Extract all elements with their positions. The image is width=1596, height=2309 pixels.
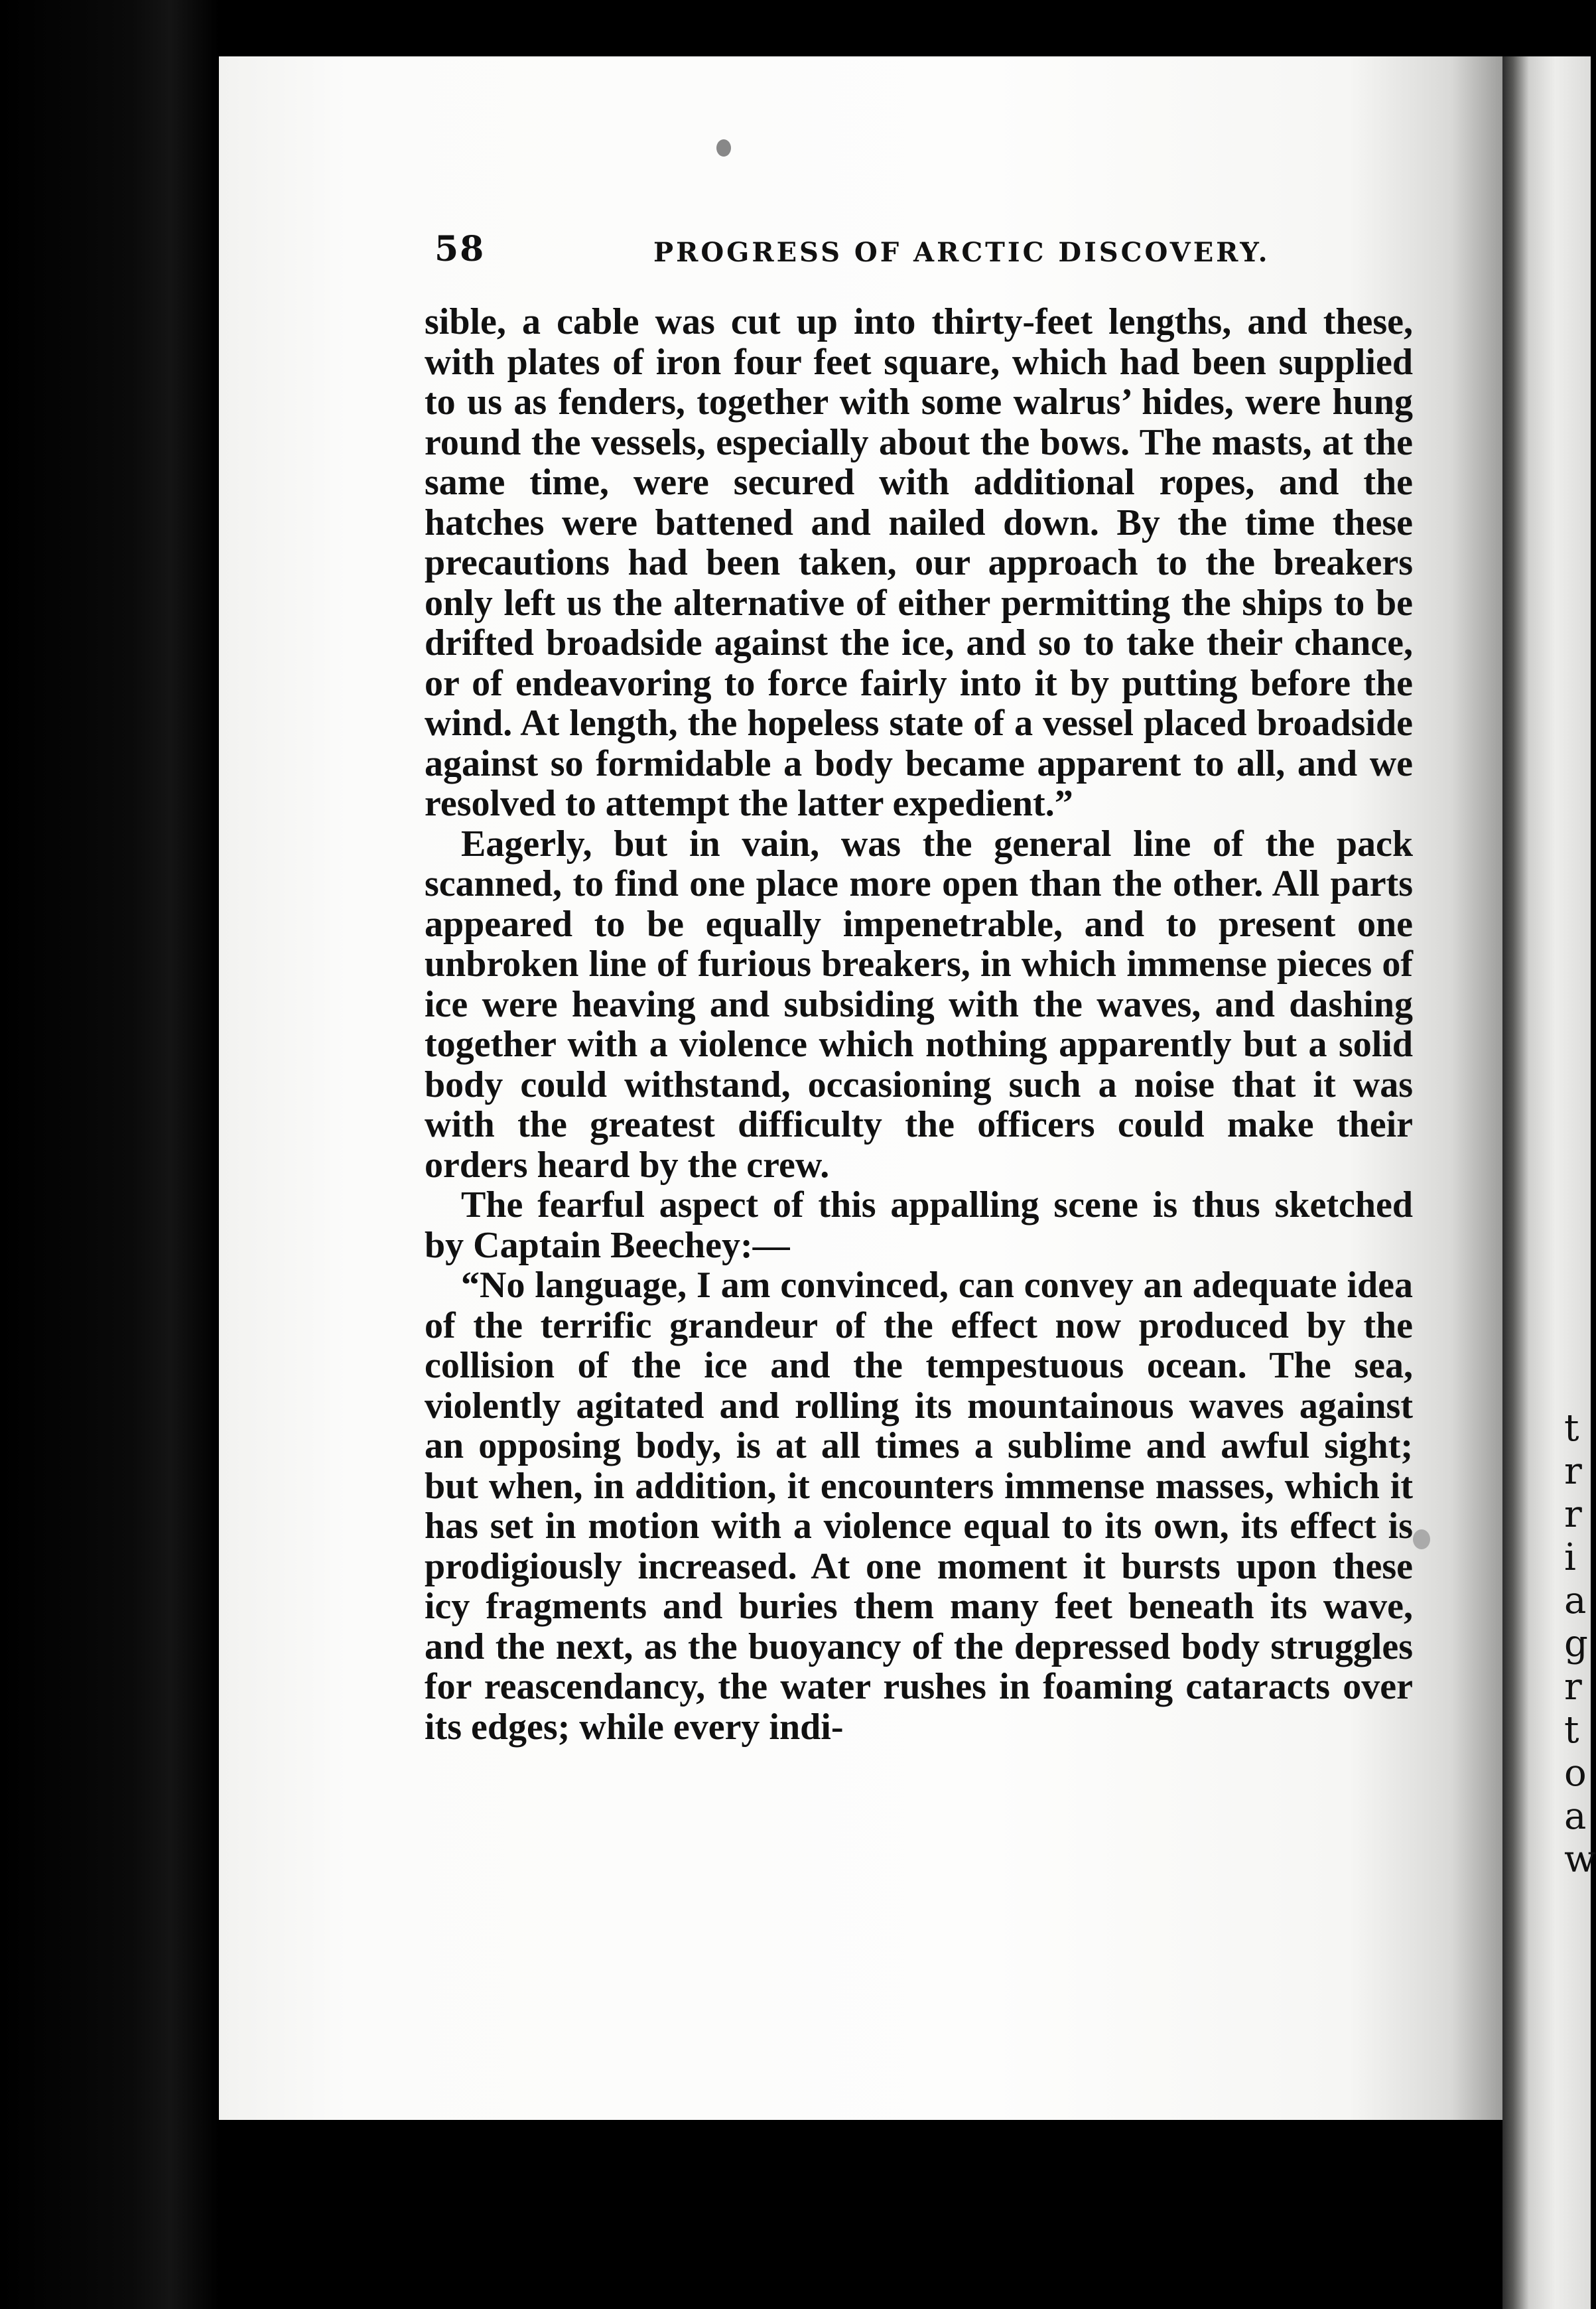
fragment: r xyxy=(1564,1450,1582,1493)
fragment: t xyxy=(1564,1407,1579,1450)
fragment: r xyxy=(1564,1493,1582,1536)
running-title: PROGRESS OF ARCTIC DISCOVERY. xyxy=(653,237,1270,268)
paragraph: The fearful aspect of this appalling scene is thus sketched by Captain Beechey:— xyxy=(425,1184,1413,1266)
paragraph-continued: sible, a cable was cut up into thirty-feet lengths, and these, with plates of iron four feet square, which had been supplied to us as fenders, together with some walrus’ hides, were hung round the vessels, especially about the bows. The masts, at the same time, were secured with additional ropes, and the hatches were battened and nailed down. By the time these precautions had been taken, our approach to the breakers only left us the alternative of either permitting the ships to be drifted broadside against the ice, and so to take their chance, or of endeavoring to force fairly into it by putting before the wind. At length, the hopeless state of a vessel placed broadside against so formidable a body became apparent to all, and we resolved to attempt the latter expedient.” xyxy=(425,301,1413,824)
page-number: 58 xyxy=(434,229,486,269)
paragraph: Eagerly, but in vain, was the general line of the pack scanned, to find one place more open than the other. All parts appeared to be equally impenetrable, and to present one unbroken line of furious breakers, in which immense pieces of ice were heaving and subsiding with the waves, and dashing together with a violence which nothing apparently but a solid body could withstand, occasioning such a noise that it was with the greatest difficulty the officers could make their orders heard by the crew. xyxy=(425,823,1413,1186)
book-binding xyxy=(0,0,219,2309)
facing-page-edge xyxy=(1502,56,1596,2309)
fragment: a xyxy=(1564,1579,1587,1622)
fragment: o xyxy=(1564,1752,1587,1795)
ink-speck xyxy=(716,139,731,157)
fragment: t xyxy=(1564,1709,1579,1752)
fragment: r xyxy=(1564,1665,1582,1709)
body-text xyxy=(425,302,1413,1974)
fragment: g xyxy=(1564,1622,1588,1665)
fragment: i xyxy=(1564,1536,1576,1579)
quoted-paragraph: “No language, I am convinced, can convey an adequate idea of the terrific grandeur of the effect now produced by the collision of the ice and the tempestuous ocean. The sea, violently agitated and rolling its mountainous waves against an opposing body, is at all times a sublime and awful sight; but when, in addition, it encounters immense masses, which it has set in motion with a violence equal to its own, its effect is prodigiously increased. At one moment it bursts upon these icy fragments and buries them many feet beneath its wave, and the next, as the buoyancy of the depressed body struggles for reascendancy, the water rushes in foaming cataracts over its edges; while every indi- xyxy=(425,1265,1413,1748)
fragment: a xyxy=(1564,1795,1587,1838)
page-header xyxy=(434,229,1426,282)
ink-speck xyxy=(1413,1529,1430,1549)
fragment: w xyxy=(1564,1838,1596,1881)
facing-page-text-fragments xyxy=(1564,1407,1596,1971)
